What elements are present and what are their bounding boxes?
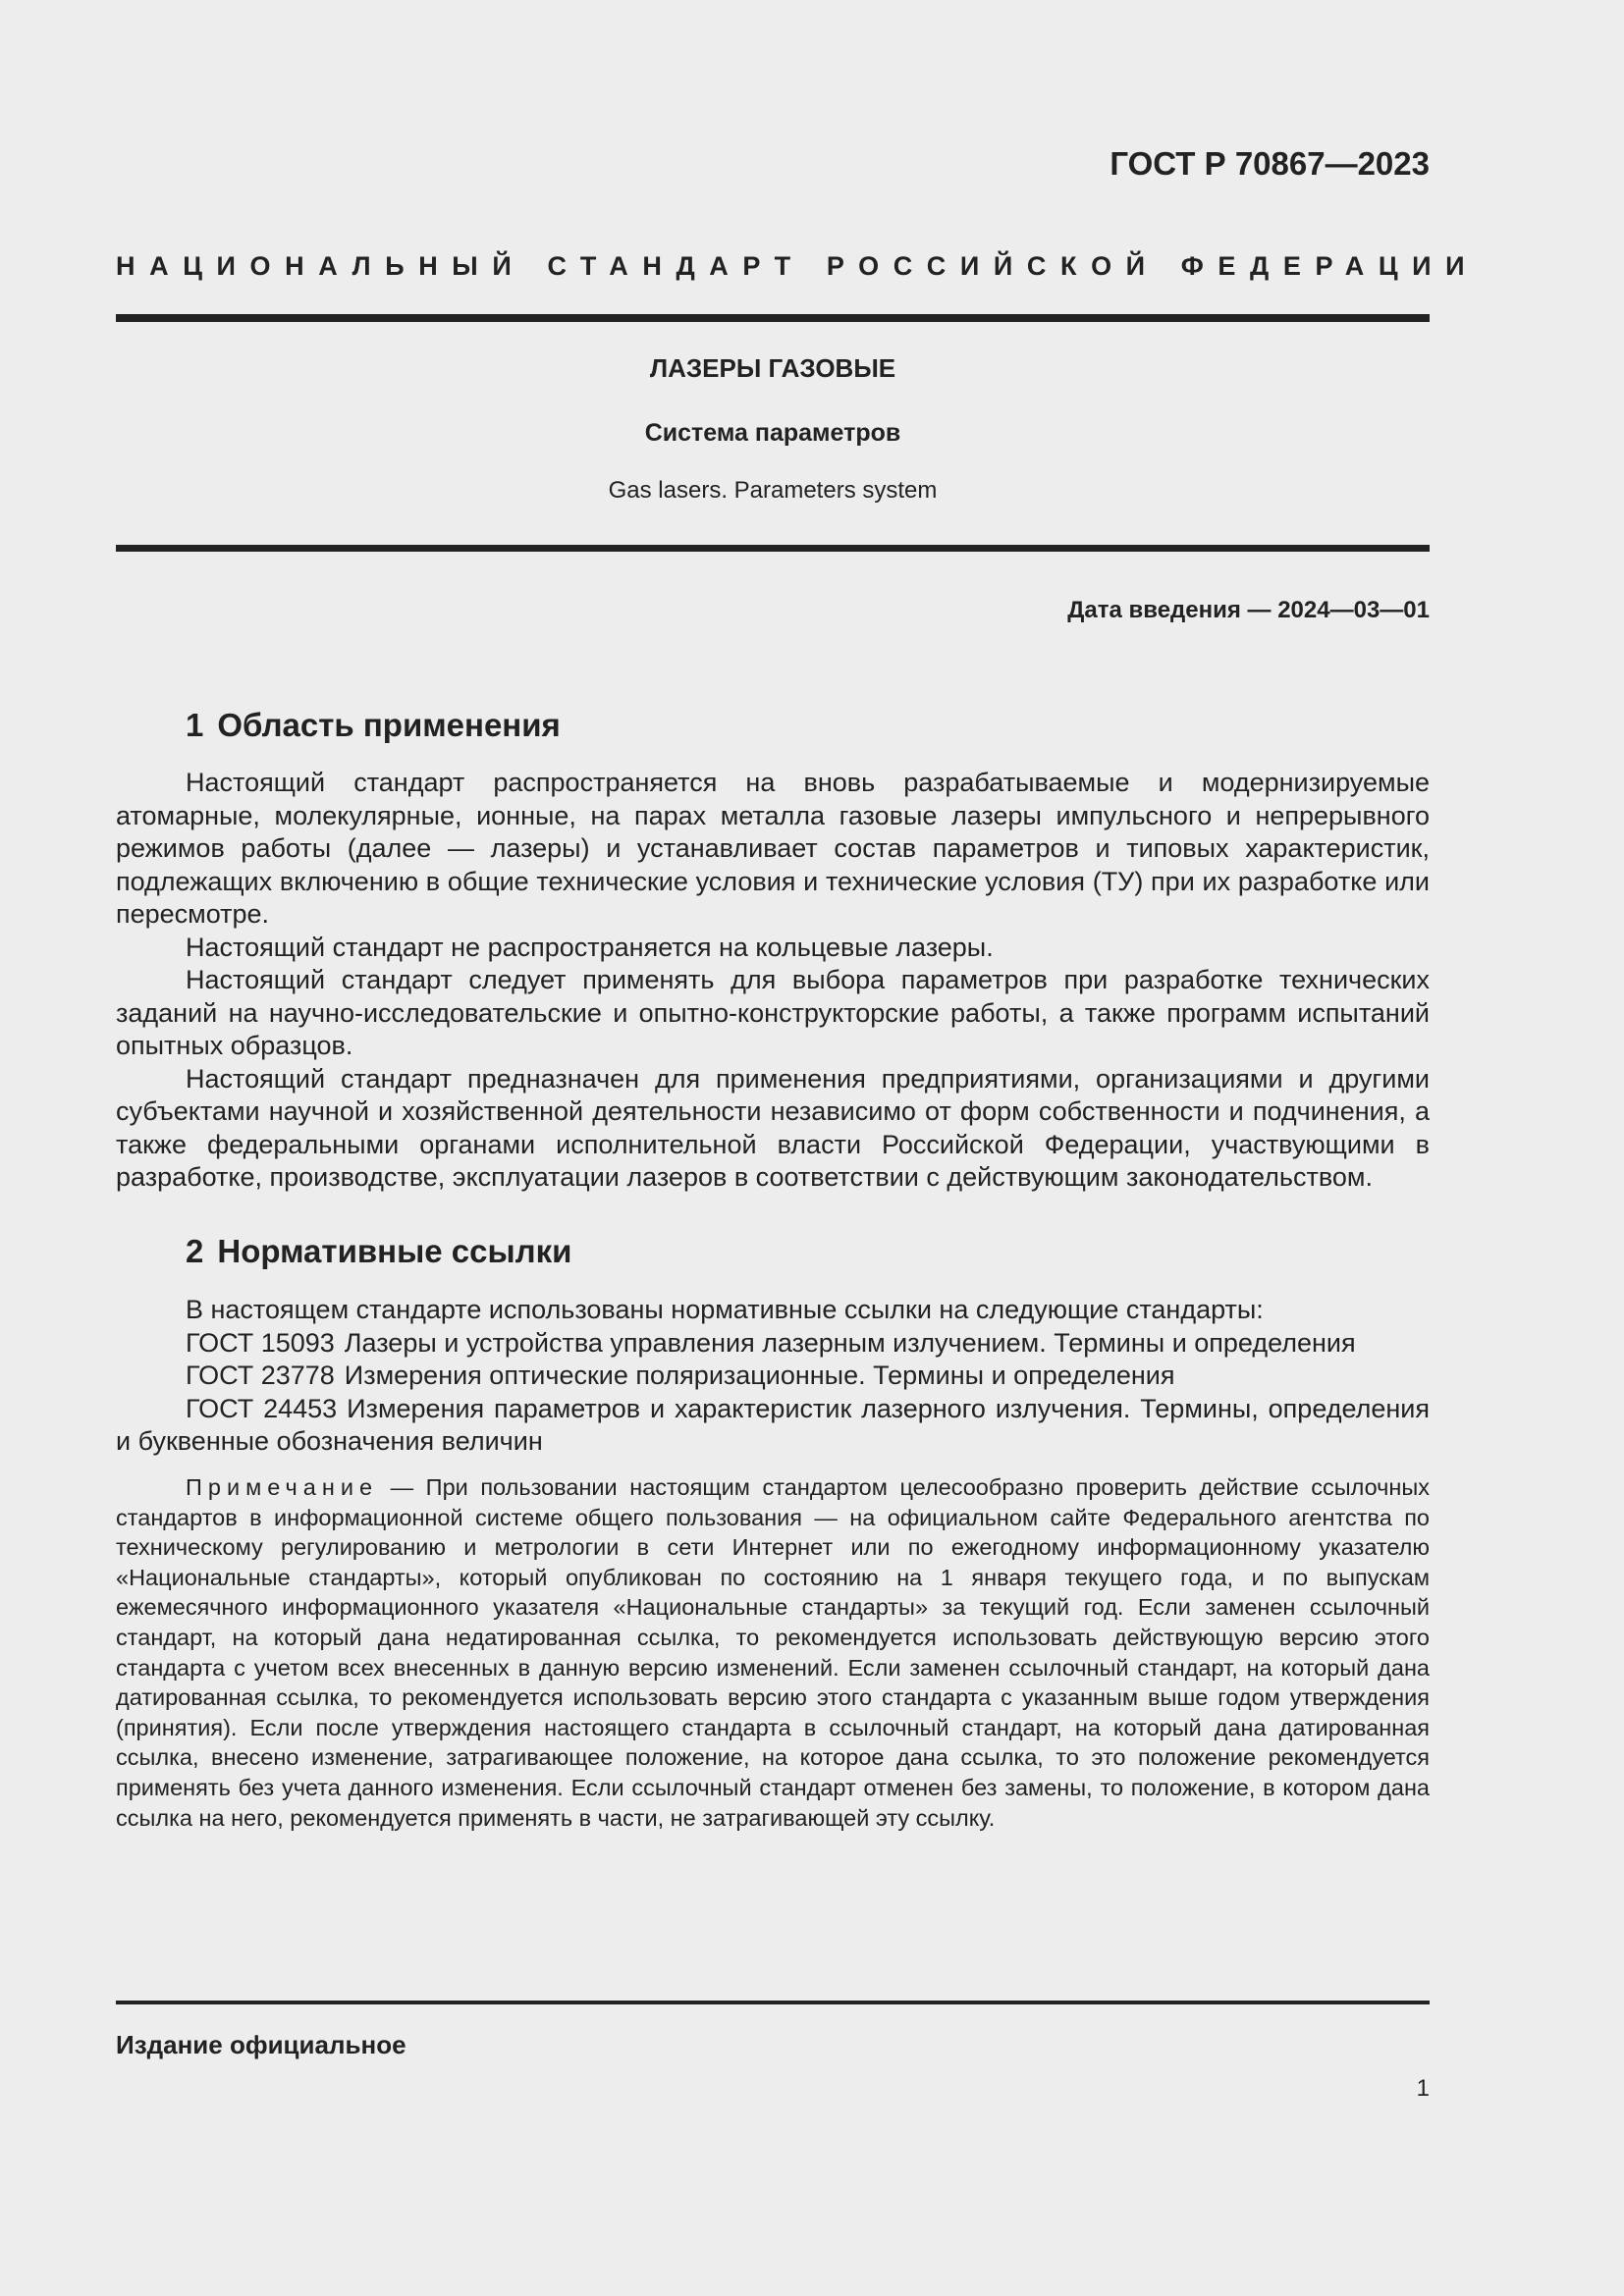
page-number: 1 xyxy=(1416,2075,1430,2102)
section-1-heading xyxy=(186,707,561,744)
reference-item xyxy=(116,1393,1430,1459)
section-1-number: 1 xyxy=(186,707,204,743)
section-2-body xyxy=(116,1294,1430,1459)
section-1-paragraph: Настоящий стандарт не распространяется на кольцевые лазеры. xyxy=(186,932,994,962)
document-title-english: Gas lasers. Parameters system xyxy=(608,477,938,504)
note-text: — При пользовании настоящим стандартом целесообразно проверить действие ссылочных стандартов в информационной системе общего пользования — на официальном сайте Федерального агентства по техническому регулированию и метрологии в сети Интернет или по ежегодному информационному указателю «Национальные стандарты», который опубликован по состоянию на 1 января текущего года, и по выпускам ежемесячного информационного указателя «Национальные стандарты» за текущий год. Если заменен ссылочный стандарт, на который дана недатированная ссылка, то рекомендуется использовать действующую версию этого стандарта с учетом всех внесенных в данную версию изменений. Если заменен ссылочный стандарт, на который дана датированная ссылка, то рекомендуется использовать версию этого стандарта с указанным выше годом утверждения (принятия). Если после утверждения настоящего стандарта в ссылочный стандарт, на который дана датированная ссылка, внесено изменение, затрагивающее положение, на которое дана ссылка, то это положение рекомендуется применять без учета данного изменения. Если ссылочный стандарт отменен без замены, то положение, в котором дана ссылка на него, рекомендуется применять в части, не затрагивающей эту ссылку. xyxy=(116,1474,1430,1831)
section-2-intro: В настоящем стандарте использованы нормативные ссылки на следующие стандарты: xyxy=(186,1295,1264,1324)
national-standard-title: НАЦИОНАЛЬНЫЙ СТАНДАРТ РОССИЙСКОЙ ФЕДЕРАЦИИ xyxy=(116,251,1480,281)
document-title: ЛАЗЕРЫ ГАЗОВЫЕ xyxy=(649,353,896,383)
title-rule xyxy=(116,545,1430,552)
official-edition-label: Издание официальное xyxy=(116,2030,406,2059)
reference-note xyxy=(116,1472,1430,1833)
section-2-heading xyxy=(186,1233,571,1270)
section-1-paragraph: Настоящий стандарт предназначен для применения предприятиями, организациями и другими субъектами научной и хозяйственной деятельности независимо от форм собственности и подчинения, а также федеральными органами исполнительной власти Российской Федерации, участвующими в разработке, производстве, эксплуатации лазеров в соответствии с действующим законодательством. xyxy=(116,1063,1430,1192)
reference-code: ГОСТ 23778 xyxy=(186,1361,335,1390)
reference-title: Измерения оптические поляризационные. Термины и определения xyxy=(344,1361,1175,1390)
reference-title: Измерения параметров и характеристик лазерного излучения. Термины, определения и буквенные обозначения величин xyxy=(116,1393,1430,1456)
section-2-title: Нормативные ссылки xyxy=(217,1233,572,1269)
reference-title: Лазеры и устройства управления лазерным излучением. Термины и определения xyxy=(344,1327,1356,1358)
gost-number: ГОСТ Р 70867—2023 xyxy=(1110,145,1430,182)
introduction-date: Дата введения — 2024—03—01 xyxy=(1067,597,1430,623)
section-1-paragraph: Настоящий стандарт распространяется на вновь разрабатываемые и модернизируемые атомарные, молекулярные, ионные, на парах металла газовые лазеры импульсного и непрерывного режимов работы (далее — лазеры) и устанавливает состав параметров и типовых характеристик, подлежащих включению в общие технические условия и технические условия (ТУ) при их разработке или пересмотре. xyxy=(116,768,1430,929)
reference-item xyxy=(116,1360,1430,1393)
header-rule xyxy=(116,314,1430,322)
reference-code: ГОСТ 15093 xyxy=(186,1327,335,1358)
section-1-paragraph: Настоящий стандарт следует применять для выбора параметров при разработке технических заданий на научно-исследовательские и опытно-конструкторские работы, а также программ испытаний опытных образцов. xyxy=(116,965,1430,1060)
footer-rule xyxy=(116,2001,1430,2004)
note-label: Примечание xyxy=(186,1474,379,1500)
section-2-number: 2 xyxy=(186,1233,204,1269)
section-1-body xyxy=(116,767,1430,1195)
document-subtitle: Система параметров xyxy=(644,419,901,447)
section-1-title: Область применения xyxy=(217,707,561,743)
reference-item xyxy=(116,1327,1430,1361)
reference-code: ГОСТ 24453 xyxy=(186,1393,338,1423)
